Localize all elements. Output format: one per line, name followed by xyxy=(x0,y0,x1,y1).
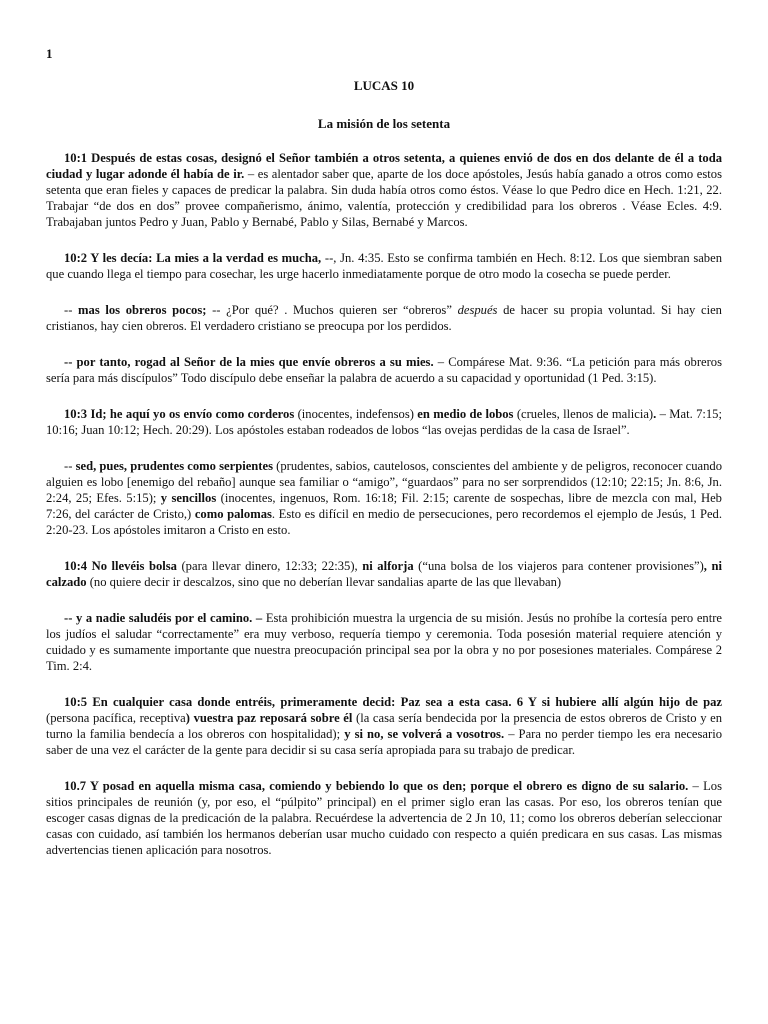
commentary-paragraph xyxy=(46,406,722,438)
commentary-text: – es alentador saber que, aparte de los doce apóstoles, Jesús había ganado a otros como estos setenta que eran fieles y capaces de predicar la palabra. Sin duda había otros como éstos. Véase lo que Pedro dice en Hech. 1:21, 22. Trabajar “de dos en dos” provee compañerismo, ánimo, valentía, protección y credibilidad para los obreros . Véase Ecles. 4:9. Trabajaban juntos Pedro y Juan, Pablo y Bernabé, Pablo y Silas, Bernabé y Marcos. xyxy=(46,167,722,229)
document-body xyxy=(46,150,722,878)
verse-text: 10:5 En cualquier casa donde entréis, primeramente decid: Paz sea a esta casa. 6 Y si hubiere allí algún hijo de paz xyxy=(64,695,722,709)
commentary-paragraph xyxy=(46,458,722,538)
commentary-text: (“una bolsa de los viajeros para contener provisiones”) xyxy=(413,559,704,573)
commentary-text: – Para no perder tiempo les era necesario saber de una vez el carácter de la gente para decidir si su casa sería apropiada para su trabajo de predicar. xyxy=(46,727,722,757)
verse-text: en medio de lobos xyxy=(417,407,514,421)
verse-text: -- por tanto, rogad al Señor de la mies que envíe obreros a su mies. xyxy=(64,355,434,369)
commentary-paragraph xyxy=(46,558,722,590)
verse-text: como palomas xyxy=(194,507,272,521)
verse-text: y si no, se volverá a vosotros. xyxy=(344,727,505,741)
commentary-paragraph xyxy=(46,354,722,386)
commentary-paragraph xyxy=(46,302,722,334)
commentary-paragraph xyxy=(46,610,722,674)
commentary-text: – Los sitios principales de reunión (y, por eso, el “púlpito” principal) en el primer siglo eran las casas. Por eso, los obreros tenían que escoger casas dignas de la predicación de la palabra. Recuérdese la advertencia de 2 Jn 10, 11; como los obreros deberían seleccionar casas con cuidado, así también los hermanos deberían usar mucho cuidado con respecto a quién predicara en sus casas. Las mismas advertencias tienen aplicación para nosotros. xyxy=(46,779,722,857)
commentary-text: (prudentes, sabios, cautelosos, conscientes del ambiente y de peligros, reconocer cuando alguien es lobo [enemigo del rebaño] aunque sea familiar o “amigo”, “guardaos” para no ser sorprendidos (12:10; 22:15; Jn. 8:6, Jn. 2:24, 25; Efes. 5:15); xyxy=(46,459,722,505)
commentary-text: -- xyxy=(64,303,79,317)
commentary-paragraph xyxy=(46,250,722,282)
verse-text: mas los obreros pocos; xyxy=(78,303,207,317)
verse-text: 10:1 Después de estas cosas, designó el Señor también a otros setenta, a quienes envió de dos en dos delante de él a toda ciudad y lugar adonde él había de ir. xyxy=(46,151,722,181)
commentary-text: -- xyxy=(64,459,76,473)
commentary-text: – Compárese Mat. 9:36. “La petición para más obreros sería para más discípulos” Todo discípulo debe enseñar la palabra de acuerdo a su capacidad y oportunidad (1 Ped. 3:15). xyxy=(46,355,722,385)
commentary-text: Esta prohibición muestra la urgencia de su misión. Jesús no prohíbe la cortesía pero entre los judíos el saludar “correctamente” era muy verboso, requería tiempo y ceremonia. Toda posesión material requiere atención y cuidado y es sumamente importante que nuestra preocupación principal sea por la obra y no por posesiones materiales. Compárese 2 Tim. 2:4. xyxy=(46,611,722,673)
commentary-text: (no quiere decir ir descalzos, sino que no deberían llevar sandalias aparte de las que llevaban) xyxy=(86,575,562,589)
commentary-text: – Mat. 7:15; 10:16; Juan 10:12; Hech. 20:29). Los apóstoles estaban rodeados de lobos “las ovejas perdidas de la casa de Israel”. xyxy=(46,407,722,437)
commentary-text: (persona pacífica, receptiva xyxy=(46,711,186,725)
verse-text: 10:3 Id; he aquí yo os envío como corderos xyxy=(64,407,295,421)
verse-text: sed, pues, prudentes como serpientes xyxy=(75,459,273,473)
verse-text: ) vuestra paz reposará sobre él xyxy=(185,711,353,725)
commentary-text: -- ¿Por qué? . Muchos quieren ser “obreros” xyxy=(206,303,458,317)
commentary-text: de hacer su propia voluntad. Si hay cien cristianos, hay cien obreros. El verdadero cristiano se preocupa por los perdidos. xyxy=(46,303,722,333)
commentary-text: (para llevar dinero, 12:33; 22:35), xyxy=(176,559,363,573)
verse-text: -- y a nadie saludéis por el camino. – xyxy=(64,611,263,625)
commentary-paragraph xyxy=(46,694,722,758)
commentary-text: (inocentes, indefensos) xyxy=(294,407,418,421)
commentary-text: . Esto es difícil en medio de persecuciones, pero recordemos el ejemplo de Jesús, 1 Ped. 2:20-23. Los apóstoles imitaron a Cristo en esto. xyxy=(46,507,722,537)
commentary-text: (la casa sería bendecida por la presencia de estos obreros de Cristo y en turno la familia bendecía a los obreros con hospitalidad); xyxy=(46,711,723,741)
commentary-text: (crueles, llenos de malicia) xyxy=(513,407,654,421)
page-number: 1 xyxy=(46,46,53,61)
commentary-text: --, Jn. 4:35. Esto se confirma también en Hech. 8:12. Los que siembran saben que cuando llega el tiempo para cosechar, les urge hacerlo inmediatamente porque de otro modo la cosecha se puede perder. xyxy=(46,251,722,281)
emphasis-text: después xyxy=(457,303,498,317)
verse-text: 10:2 Y les decía: La mies a la verdad es mucha, xyxy=(64,251,322,265)
page-title: LUCAS 10 xyxy=(353,78,415,93)
verse-text: 10.7 Y posad en aquella misma casa, comiendo y bebiendo lo que os den; porque el obrero es digno de su salario. xyxy=(64,779,689,793)
commentary-paragraph xyxy=(46,778,722,858)
verse-text: . xyxy=(653,407,657,421)
verse-text: ni alforja xyxy=(362,559,414,573)
commentary-paragraph xyxy=(46,150,722,230)
verse-text: y sencillos xyxy=(160,491,217,505)
verse-text: , ni calzado xyxy=(46,559,722,589)
verse-text: 10:4 No llevéis bolsa xyxy=(64,559,177,573)
commentary-text: (inocentes, ingenuos, Rom. 16:18; Fil. 2:15; carente de sospechas, libre de mezcla con mal, Heb 7:26, del carácter de Cristo,) xyxy=(46,491,722,521)
section-subtitle: La misión de los setenta xyxy=(317,116,451,131)
